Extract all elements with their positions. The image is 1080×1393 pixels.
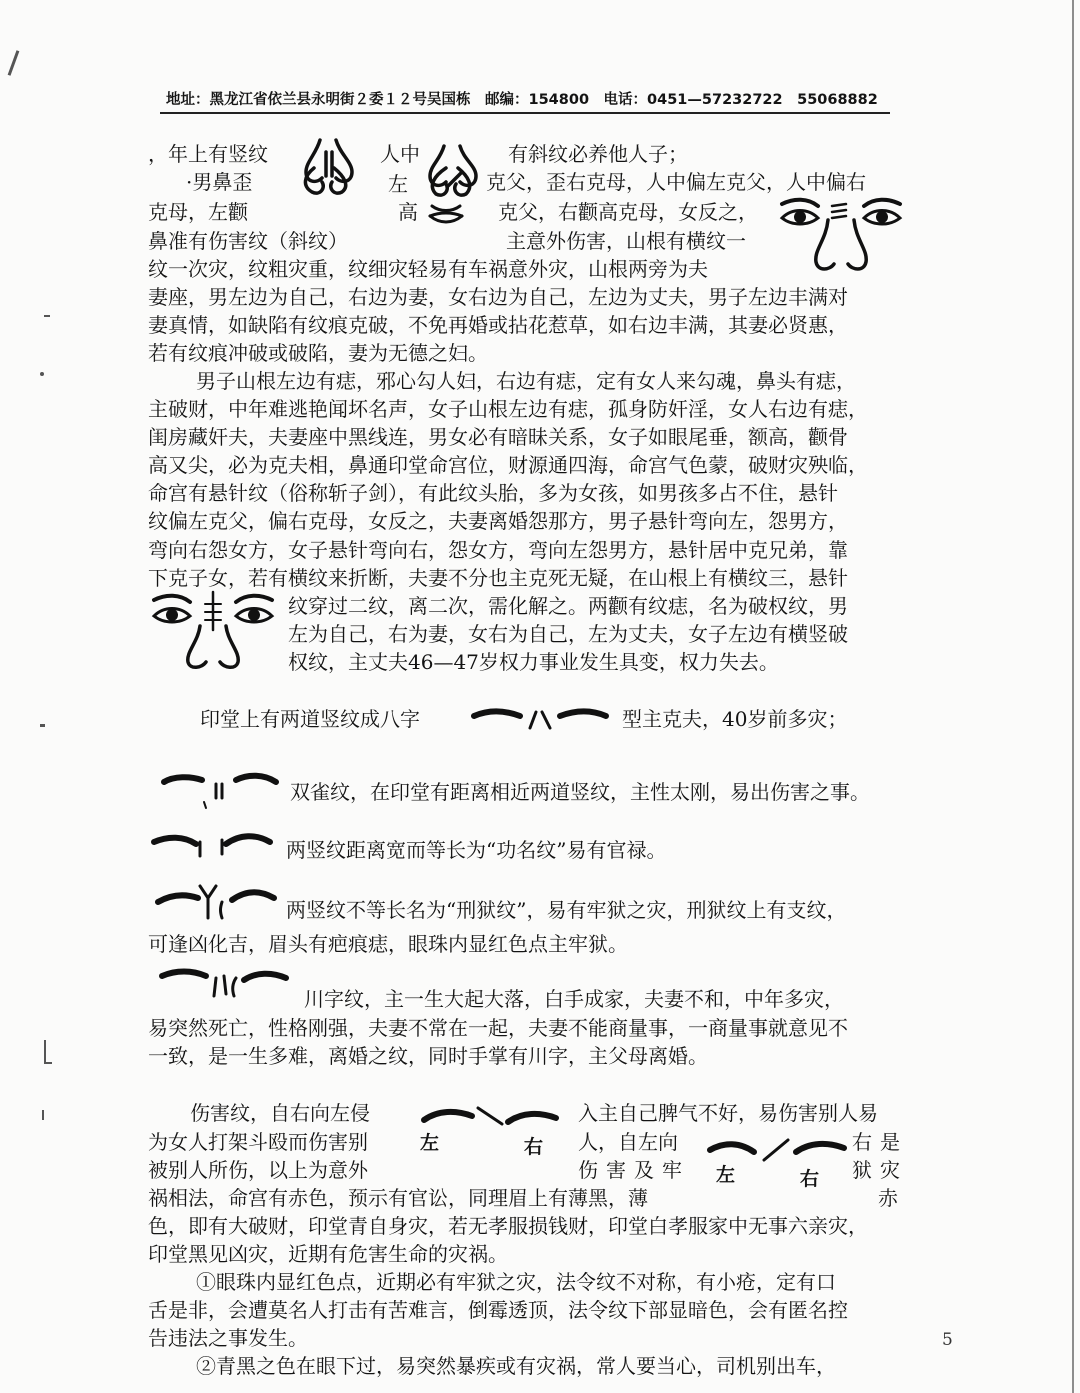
text-line: 左为自己，右为妻，女右为自己，左为丈夫，女子左边有横竖破 (288, 622, 848, 646)
text-line: 双雀纹，在印堂有距离相近两道竖纹，主性太刚，易出伤害之事。 (290, 780, 870, 804)
text-line: ②青黑之色在眼下过，易突然暴疾或有灾祸，常人要当心，司机别出车， (196, 1354, 836, 1378)
scan-speck (44, 1040, 46, 1062)
scan-speck (44, 315, 50, 317)
scan-speck (44, 1062, 52, 1064)
text-line: 权纹，主丈夫46—47岁权力事业发生具变，权力失去。 (288, 650, 779, 674)
text-line: 为女人打架斗殴而伤害别 (148, 1130, 368, 1154)
text-line: 克父，右颧高克母，女反之， (498, 200, 758, 224)
header-rule (160, 112, 890, 114)
text-line: 伤害及牢 (578, 1158, 690, 1182)
scan-speck (40, 724, 45, 727)
face-eyes-nose-icon (778, 196, 904, 278)
mouth-icon (426, 202, 466, 228)
page-number: 5 (942, 1330, 953, 1350)
text-line: 命宫有悬针纹（俗称斩子剑），有此纹头胎，多为女孩，如男孩多占不住，悬针 (148, 481, 838, 505)
text-line: 高 (398, 200, 418, 224)
text-line: 妻真情，如缺陷有纹痕克破，不免再婚或拈花惹草，如右边丰满，其妻必贤惠， (148, 313, 848, 337)
text-line: 伤害纹，自右向左侵 (190, 1101, 370, 1125)
text-line: 型主克夫，40岁前多灾； (622, 707, 848, 731)
right-label: 右 (800, 1168, 820, 1190)
text-line: 纹一次灾，纹粗灾重，纹细灾轻易有车祸意外灾，山根两旁为夫 (148, 257, 708, 281)
text-line: 男子山根左边有痣，邪心勾人妇，右边有痣，定有女人来勾魂，鼻头有痣， (196, 369, 856, 393)
text-line: 右是 (852, 1130, 908, 1154)
page-edge (1072, 0, 1074, 1393)
text-line: 闺房藏奸夫，夫妻座中黑线连，男女必有暗昧关系，女子如眼尾垂，额高，颧骨 (148, 425, 848, 449)
scan-speck (40, 372, 44, 376)
text-line: ·男鼻歪 (186, 170, 253, 194)
text-line: 弯向右怨女方，女子悬针弯向右，怨女方，弯向左怨男方，悬针居中克兄弟，靠 (148, 538, 848, 562)
text-line: 可逢凶化吉，眉头有疤痕痣，眼珠内显红色点主牢狱。 (148, 932, 628, 956)
text-line: 纹穿过二纹，离二次，需化解之。两颧有纹痣，名为破权纹，男 (288, 594, 848, 618)
text-line: 祸相法，命宫有赤色，预示有官讼，同理眉上有薄黑，薄 (148, 1186, 648, 1210)
nose-tilted-icon (424, 166, 478, 198)
text-line: 色，即有大破财，印堂青自身灾，若无孝服损钱财，印堂白孝服家中无事六亲灾， (148, 1214, 868, 1238)
text-line: 妻座，男左边为自己，右边为妻，女右边为自己，左边为丈夫，男子左边丰满对 (148, 285, 848, 309)
text-line: 人，自左向 (578, 1130, 678, 1154)
chuan-lines-icon (158, 964, 290, 1004)
text-line: ，年上有竖纹 (148, 142, 268, 166)
text-line: 赤 (878, 1186, 898, 1210)
text-line: 一致，是一生多难，离婚之纹，同时手掌有川字，主父母离婚。 (148, 1044, 708, 1068)
text-line: 克父，歪右克母，人中偏左克父，人中偏右 (486, 170, 866, 194)
text-line: ①眼珠内显红色点，近期必有牢狱之灾，法令纹不对称，有小疮，定有口 (196, 1270, 836, 1294)
text-line: 克母，左颧 (148, 200, 248, 224)
right-label: 右 (524, 1136, 544, 1158)
text-line: 主意外伤害，山根有横纹一 (506, 229, 746, 253)
scan-speck (8, 50, 20, 75)
text-line: 印堂黑见凶灾，近期有危害生命的灾祸。 (148, 1242, 508, 1266)
double-sparrow-lines-icon (160, 764, 280, 808)
text-line: 有斜纹必养他人子； (508, 142, 688, 166)
text-line: 两竖纹距离宽而等长为“功名纹”易有官禄。 (286, 838, 667, 862)
text-line: 高又尖，必为克夫相，鼻通印堂命宫位，财源通四海，命宫气色蒙，破财灾殃临， (148, 453, 868, 477)
text-line: 下克子女，若有横纹来折断，夫妻不分也主克死无疑，在山根上有横纹三，悬针 (148, 566, 848, 590)
injury-lines-right-to-left-icon (420, 1100, 560, 1132)
text-line: 两竖纹不等长名为“刑狱纹”，易有牢狱之灾，刑狱纹上有支纹， (286, 898, 847, 922)
left-label: 左 (420, 1132, 440, 1154)
text-line: 印堂上有两道竖纹成八字 (200, 707, 420, 731)
text-line: 舌是非，会遭莫名人打击有苦难言，倒霉透顶，法令纹下部显暗色，会有匿名控 (148, 1298, 848, 1322)
text-line: 入主自己脾气不好，易伤害别人易 (578, 1101, 878, 1125)
text-line: 左 (388, 172, 408, 196)
scan-speck (42, 1110, 44, 1120)
face-hanging-needle-icon (150, 590, 276, 672)
text-line: 告违法之事发生。 (148, 1326, 308, 1350)
text-line: 易突然死亡，性格刚强，夫妻不常在一起，夫妻不能商量事，一商量事就意见不 (148, 1016, 848, 1040)
prison-lines-icon (154, 882, 278, 922)
fame-lines-icon (150, 828, 274, 862)
left-label: 左 (716, 1164, 736, 1186)
text-line: 川字纹，主一生大起大落，白手成家，夫妻不和，中年多灾， (304, 987, 844, 1011)
text-line: 鼻准有伤害纹（斜纹） (148, 229, 348, 253)
text-line: 被别人所伤，以上为意外 (148, 1158, 368, 1182)
text-line: 主破财，中年难逃艳闻坏名声，女子山根左边有痣，孤身防奸淫，女人右边有痣， (148, 397, 868, 421)
eight-character-lines-icon (470, 702, 610, 732)
page-header: 地址：黑龙江省依兰县永明街２委１２号吴国栋 邮编：154800 电话：0451—57232722 55068882 (166, 92, 878, 108)
crooked-nose-icon (300, 166, 358, 196)
text-line: 人中 (380, 142, 420, 166)
text-line: 若有纹痕冲破或破陷，妻为无德之妇。 (148, 341, 488, 365)
text-line: 纹偏左克父，偏右克母，女反之，夫妻离婚怨那方，男子悬针弯向左，怨男方， (148, 509, 848, 533)
text-line: 狱灾 (852, 1158, 908, 1182)
